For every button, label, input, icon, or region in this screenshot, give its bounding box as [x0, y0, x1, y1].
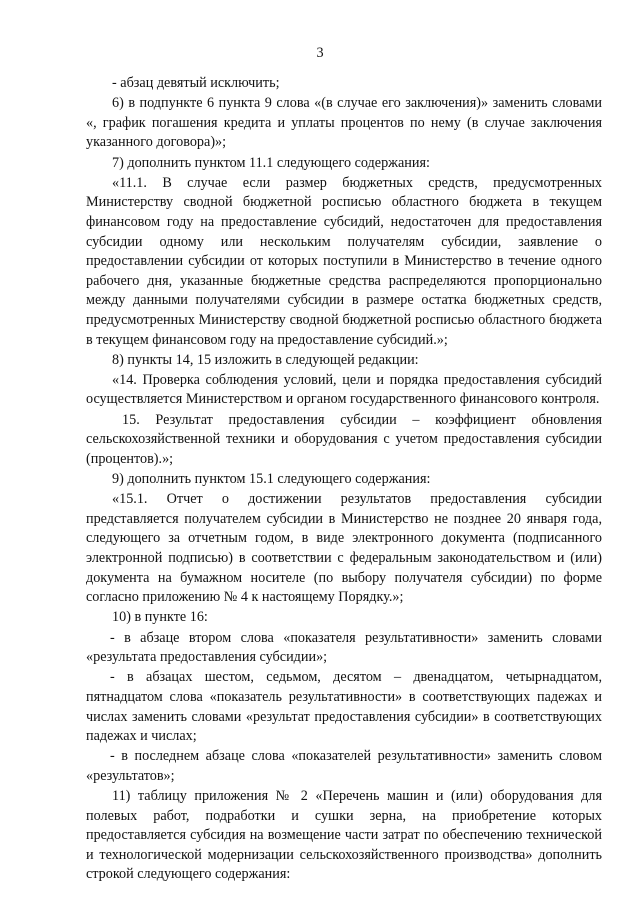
paragraph: - абзац девятый исключить;: [112, 75, 280, 91]
paragraph: «11.1. В случае если размер бюджетных средств, предусмотренных Министерству сводной бюджетной росписью областного бюджета в текущем финансовом году на предоставление субсидий, недостаточен для предоставления субсидии одному или нескольким получателям субсидии, заявление о предоставлении субсидии от которых поступили в Министерство в течение одного рабочего дня, указанные бюджетные средства распределяются пропорционально между данными получателями субсидии в размере остатка бюджетных средств, предусмотренных Министерству сводной бюджетной росписью областного бюджета в текущем финансовом году на предоставление субсидий.»;: [86, 174, 602, 348]
paragraph: 15. Результат предоставления субсидии – коэффициент обновления сельскохозяйственной техники и оборудования с учетом предоставления субсидии (процентов).»;: [86, 411, 602, 467]
paragraph: «14. Проверка соблюдения условий, цели и порядка предоставления субсидий осуществляется Министерством и органом государственного финансового контроля.: [86, 371, 602, 408]
paragraph: 9) дополнить пунктом 15.1 следующего содержания:: [112, 471, 431, 488]
paragraph: 7) дополнить пунктом 11.1 следующего содержания:: [112, 154, 430, 171]
paragraph: 10) в пункте 16:: [112, 609, 208, 626]
paragraph: - в абзаце втором слова «показателя результативности» заменить словами «результата предоставления субсидии»;: [86, 629, 602, 666]
page-number: 3: [316, 45, 324, 61]
paragraph: 8) пункты 14, 15 изложить в следующей редакции:: [112, 351, 419, 368]
paragraph: 6) в подпункте 6 пункта 9 слова «(в случае его заключения)» заменить словами «, график погашения кредита и уплаты процентов по нему (в случае заключения указанного договора)»;: [86, 95, 602, 151]
paragraph: - в последнем абзаце слова «показателей результативности» заменить словом «результатов»;: [86, 748, 602, 784]
paragraph: «15.1. Отчет о достижении результатов предоставления субсидии представляется получателем субсидии в Министерство не позднее 20 января года, следующего за отчетным годом, в виде электронного документа (подписанного электронной подписью) в соответствии с федеральным законодательством и (или) документа на бумажном носителе (по выбору получателя субсидии) по форме согласно приложению № 4 к настоящему Порядку.»;: [86, 491, 602, 606]
document-body: [86, 74, 602, 886]
paragraph: 11) таблицу приложения № 2 «Перечень машин и (или) оборудования для полевых работ, подработки и сушки зерна, на приобретение которых предоставляется субсидия на возмещение части затрат по обеспечению технической и технологической модернизации сельскохозяйственного производства» дополнить строкой следующего содержания:: [86, 788, 602, 883]
paragraph: - в абзацах шестом, седьмом, десятом – двенадцатом, четырнадцатом, пятнадцатом слова «показатель результативности» в соответствующих падежах и числах заменить словами «результат предоставления субсидии» в соответствующих падежах и числах;: [86, 669, 602, 745]
